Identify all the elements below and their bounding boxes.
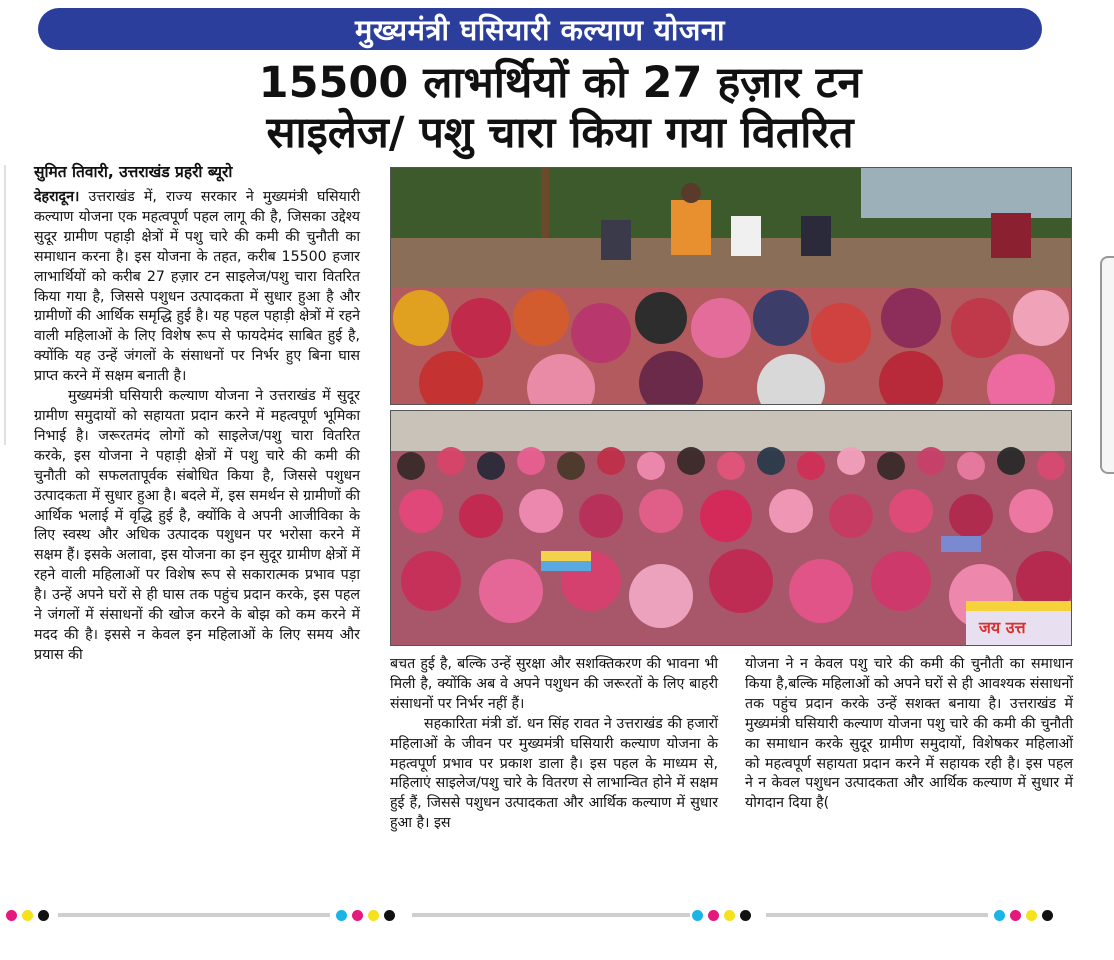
registration-dot — [38, 910, 49, 921]
paragraph-1-text: उत्तराखंड में, राज्य सरकार ने मुख्यमंत्री घसियारी कल्याण योजना एक महत्वपूर्ण पहल लागू की है, जिसका उद्देश्य सुदूर ग्रामीण पहाड़ी क्षेत्रों में पशु चारे की कमी की चुनौती का समाधान करना है। इस योजना के तहत, करीब 15500 हजार लाभार्थियों को करीब 27 हज़ार टन साइलेज/पशु चारा वितरित किया गया है, जिससे पशुधन उत्पादकता में सुधार हुआ है और ग्रामीणों की आर्थिक समृद्धि हुई है। यह पहल पहाड़ी क्षेत्रों में रहने वाली महिलाओं के लिए विशेष रूप से फायदेमंद साबित हुई है, क्योंकि यह उन्हें जंगलों के संसाधनों पर निर्भर हुए बिना घास प्राप्त करने में सक्षम बनाती है। — [34, 189, 360, 385]
registration-dot — [352, 910, 363, 921]
registration-dot — [6, 910, 17, 921]
paragraph-5: योजना ने न केवल पशु चारे की कमी की चुनौती का समाधान किया है,बल्कि महिलाओं को अपने घरों से ही आवश्यक संसाधनों तक पहुंच प्रदान करके उन्हें सशक्त बनाया है। उत्तराखंड में मुख्यमंत्री घसियारी कल्याण योजना पशु चारे की कमी की चुनौती का समाधान करके सुदूर ग्रामीण समुदायों, विशेषकर महिलाओं को महत्वपूर्ण सहायता प्रदान करने में सहायक रही है। इस पहल ने न केवल पशुधन उत्पादकता और आर्थिक कल्याण में सुधार में योगदान दिया है( — [745, 656, 1073, 812]
registration-line — [766, 913, 988, 917]
dateline: देहरादून। — [34, 189, 80, 205]
registration-dot — [368, 910, 379, 921]
headline-line-2: साइलेज/ पशु चारा किया गया वितरित — [266, 108, 854, 158]
headline — [60, 58, 1060, 158]
section-banner — [38, 8, 1042, 50]
registration-dot — [384, 910, 395, 921]
registration-line — [58, 913, 330, 917]
registration-dot — [692, 910, 703, 921]
registration-dot — [724, 910, 735, 921]
registration-line — [412, 913, 690, 917]
registration-dot — [22, 910, 33, 921]
registration-marks — [6, 907, 54, 923]
section-banner-title: मुख्यमंत्री घसियारी कल्याण योजना — [354, 12, 725, 47]
photo2-banner-text: जय उत्त — [979, 618, 1026, 637]
registration-dot — [708, 910, 719, 921]
registration-dot — [1010, 910, 1021, 921]
page-edge-tab — [1100, 256, 1114, 474]
registration-marks — [692, 907, 756, 923]
paragraph-4: सहकारिता मंत्री डॉ. धन सिंह रावत ने उत्तराखंड की हजारों महिलाओं के जीवन पर मुख्यमंत्री घसियारी कल्याण योजना के महत्वपूर्ण प्रभाव पर प्रकाश डाला है। इस पहल के माध्यम से, महिलाएं साइलेज/पशु चारे के वितरण से लाभान्वित होने में सक्षम हुई हैं, जिससे पशुधन उत्पादकता और आर्थिक कल्याण में सुधार हुआ है। इस — [390, 715, 718, 832]
article-column-1 — [34, 188, 360, 666]
paragraph-1 — [34, 188, 360, 387]
registration-dot — [740, 910, 751, 921]
registration-dot — [1026, 910, 1037, 921]
registration-marks — [336, 907, 400, 923]
headline-line-1: 15500 लाभर्थियों को 27 हज़ार टन — [258, 58, 862, 108]
registration-dot — [336, 910, 347, 921]
article-column-3 — [745, 655, 1073, 814]
column-rule — [4, 165, 6, 445]
registration-dot — [1042, 910, 1053, 921]
registration-dot — [994, 910, 1005, 921]
paragraph-3: बचत हुई है, बल्कि उन्हें सुरक्षा और सशक्तिकरण की भावना भी मिली है, क्योंकि अब वे अपने पशुधन की जरूरतों के लिए बाहरी संसाधनों पर निर्भर नहीं हैं। — [390, 656, 718, 712]
photo-crowd — [390, 410, 1072, 646]
registration-marks — [994, 907, 1058, 923]
photo-meeting — [390, 167, 1072, 405]
paragraph-2: मुख्यमंत्री घसियारी कल्याण योजना ने उत्तराखंड में सुदूर ग्रामीण समुदायों को सहायता प्रदान करने में महत्वपूर्ण भूमिका निभाई है। जरूरतमंद लोगों को साइलेज/पशु चारा वितरित करके, इस योजना ने पहाड़ी क्षेत्रों में पशु चारे की कमी की चुनौती को सफलतापूर्वक संबोधित किया है, जिससे पशुधन उत्पादकता में सुधार हुआ है। बदले में, इस समर्थन से ग्रामीणों की आर्थिक भलाई में वृद्धि हुई है, क्योंकि वे अपनी आजीविका के लिए स्वस्थ और अधिक उत्पादक पशुधन पर भरोसा करने में सक्षम हैं। इसके अलावा, इस योजना का इन सुदूर ग्रामीण क्षेत्रों में रहने वाली महिलाओं पर विशेष रूप से सकारात्मक प्रभाव पड़ा है। उन्हें अपने घरों से ही घास तक पहुंच प्रदान करके, इस पहल ने जंगलों में संसाधनों की खोज करने के बोझ को कम करने में मदद की है। इससे न केवल इन महिलाओं के लिए समय और प्रयास की — [34, 388, 360, 663]
article-column-2 — [390, 655, 718, 834]
byline: सुमित तिवारी, उत्तराखंड प्रहरी ब्यूरो — [34, 163, 233, 181]
